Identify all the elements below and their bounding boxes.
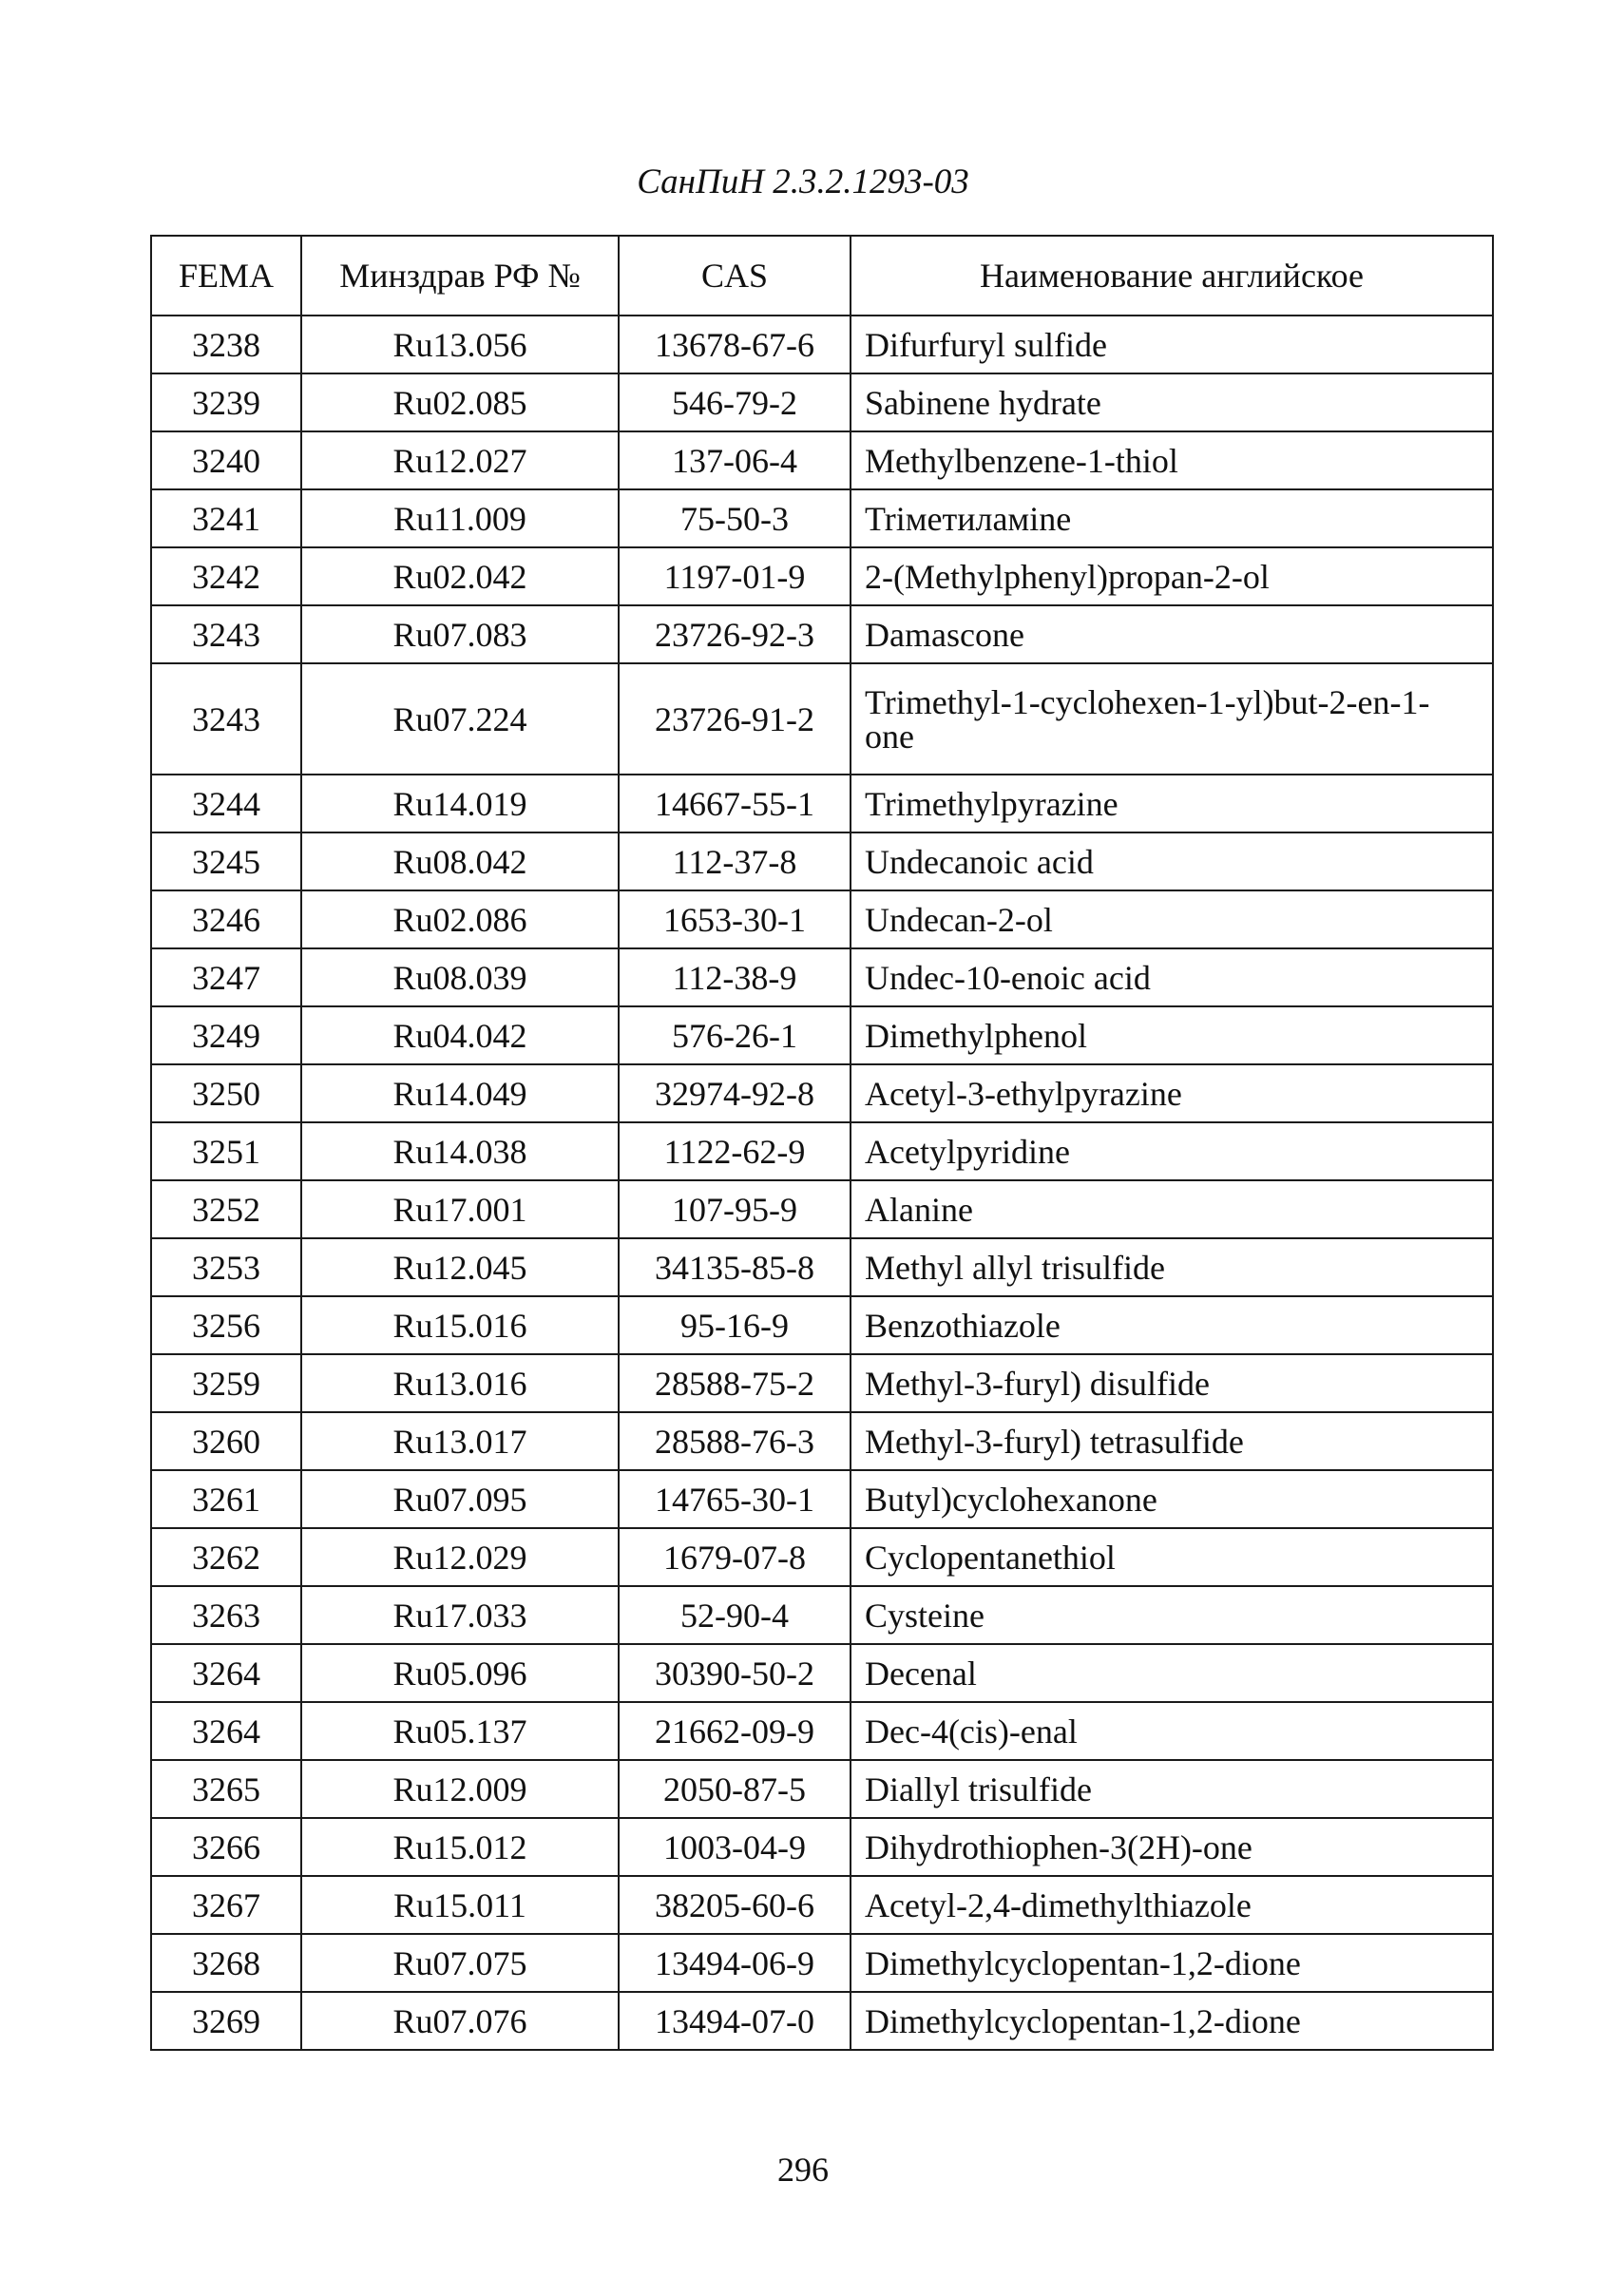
cell-minzdrav: Ru05.137 bbox=[301, 1702, 619, 1760]
table-row bbox=[151, 1934, 1493, 1992]
cell-name-english: Sabinene hydrate bbox=[851, 373, 1493, 431]
table-row bbox=[151, 1296, 1493, 1354]
cell-name-english: Acetylpyridine bbox=[851, 1122, 1493, 1180]
cell-cas: 1197-01-9 bbox=[619, 547, 851, 605]
cell-cas: 112-38-9 bbox=[619, 948, 851, 1006]
table-row bbox=[151, 547, 1493, 605]
cell-fema: 3243 bbox=[151, 663, 301, 775]
table-row bbox=[151, 663, 1493, 775]
cell-fema: 3238 bbox=[151, 316, 301, 373]
table-row bbox=[151, 1238, 1493, 1296]
cell-minzdrav: Ru14.038 bbox=[301, 1122, 619, 1180]
table-header-row bbox=[151, 236, 1493, 316]
cell-minzdrav: Ru12.045 bbox=[301, 1238, 619, 1296]
cell-minzdrav: Ru13.056 bbox=[301, 316, 619, 373]
cell-minzdrav: Ru14.019 bbox=[301, 775, 619, 832]
cell-cas: 14667-55-1 bbox=[619, 775, 851, 832]
cell-name-english: Decenal bbox=[851, 1644, 1493, 1702]
cell-fema: 3241 bbox=[151, 489, 301, 547]
cell-minzdrav: Ru12.009 bbox=[301, 1760, 619, 1818]
cell-name-english: Methyl-3-furyl) tetrasulfide bbox=[851, 1412, 1493, 1470]
cell-minzdrav: Ru02.085 bbox=[301, 373, 619, 431]
cell-name-english: Trіметиламіne bbox=[851, 489, 1493, 547]
cell-name-english: Undecan-2-ol bbox=[851, 890, 1493, 948]
cell-cas: 1122-62-9 bbox=[619, 1122, 851, 1180]
cell-fema: 3245 bbox=[151, 832, 301, 890]
cell-minzdrav: Ru07.083 bbox=[301, 605, 619, 663]
cell-minzdrav: Ru12.029 bbox=[301, 1528, 619, 1586]
page-number: 296 bbox=[777, 2151, 829, 2189]
cell-cas: 112-37-8 bbox=[619, 832, 851, 890]
cell-name-english: Dimethylphenol bbox=[851, 1006, 1493, 1064]
cell-fema: 3268 bbox=[151, 1934, 301, 1992]
cell-fema: 3252 bbox=[151, 1180, 301, 1238]
cell-fema: 3259 bbox=[151, 1354, 301, 1412]
cell-minzdrav: Ru02.042 bbox=[301, 547, 619, 605]
cell-name-english: Trimethylpyrazine bbox=[851, 775, 1493, 832]
cell-fema: 3246 bbox=[151, 890, 301, 948]
cell-minzdrav: Ru08.039 bbox=[301, 948, 619, 1006]
cell-name-english: 2-(Methylphenyl)propan-2-ol bbox=[851, 547, 1493, 605]
cell-fema: 3242 bbox=[151, 547, 301, 605]
cell-cas: 32974-92-8 bbox=[619, 1064, 851, 1122]
cell-minzdrav: Ru17.033 bbox=[301, 1586, 619, 1644]
cell-cas: 21662-09-9 bbox=[619, 1702, 851, 1760]
table-row bbox=[151, 1470, 1493, 1528]
cell-name-english: Methylbenzene-1-thiol bbox=[851, 431, 1493, 489]
cell-minzdrav: Ru07.224 bbox=[301, 663, 619, 775]
cell-cas: 34135-85-8 bbox=[619, 1238, 851, 1296]
document-header: СанПиН 2.3.2.1293-03 bbox=[637, 163, 969, 201]
cell-fema: 3253 bbox=[151, 1238, 301, 1296]
cell-minzdrav: Ru08.042 bbox=[301, 832, 619, 890]
table-row bbox=[151, 1412, 1493, 1470]
cell-fema: 3250 bbox=[151, 1064, 301, 1122]
cell-cas: 1003-04-9 bbox=[619, 1818, 851, 1876]
cell-name-english: Butyl)cyclohexanone bbox=[851, 1470, 1493, 1528]
cell-cas: 38205-60-6 bbox=[619, 1876, 851, 1934]
cell-fema: 3243 bbox=[151, 605, 301, 663]
cell-fema: 3249 bbox=[151, 1006, 301, 1064]
cell-fema: 3269 bbox=[151, 1992, 301, 2050]
column-header-fema: FEMA bbox=[151, 236, 301, 316]
cell-minzdrav: Ru13.016 bbox=[301, 1354, 619, 1412]
cell-cas: 13494-06-9 bbox=[619, 1934, 851, 1992]
cell-cas: 52-90-4 bbox=[619, 1586, 851, 1644]
cell-fema: 3263 bbox=[151, 1586, 301, 1644]
table-row bbox=[151, 832, 1493, 890]
cell-name-english: Diallyl trisulfide bbox=[851, 1760, 1493, 1818]
cell-minzdrav: Ru05.096 bbox=[301, 1644, 619, 1702]
cell-cas: 546-79-2 bbox=[619, 373, 851, 431]
cell-fema: 3240 bbox=[151, 431, 301, 489]
table-row bbox=[151, 1702, 1493, 1760]
table-row bbox=[151, 316, 1493, 373]
cell-minzdrav: Ru07.095 bbox=[301, 1470, 619, 1528]
cell-name-english: Methyl allyl trisulfide bbox=[851, 1238, 1493, 1296]
column-header-minzdrav: Минздрав РФ № bbox=[301, 236, 619, 316]
cell-cas: 13678-67-6 bbox=[619, 316, 851, 373]
cell-minzdrav: Ru15.012 bbox=[301, 1818, 619, 1876]
cell-name-english: Undecanoic acid bbox=[851, 832, 1493, 890]
table-body bbox=[151, 316, 1493, 2050]
cell-cas: 576-26-1 bbox=[619, 1006, 851, 1064]
cell-fema: 3251 bbox=[151, 1122, 301, 1180]
cell-cas: 95-16-9 bbox=[619, 1296, 851, 1354]
cell-name-english: Benzothiazole bbox=[851, 1296, 1493, 1354]
cell-cas: 137-06-4 bbox=[619, 431, 851, 489]
cell-fema: 3239 bbox=[151, 373, 301, 431]
table-row bbox=[151, 1006, 1493, 1064]
cell-minzdrav: Ru14.049 bbox=[301, 1064, 619, 1122]
cell-name-english: Dimethylcyclopentan-1,2-dione bbox=[851, 1934, 1493, 1992]
table-row bbox=[151, 1528, 1493, 1586]
cell-minzdrav: Ru02.086 bbox=[301, 890, 619, 948]
cell-cas: 28588-75-2 bbox=[619, 1354, 851, 1412]
cell-fema: 3261 bbox=[151, 1470, 301, 1528]
cell-minzdrav: Ru12.027 bbox=[301, 431, 619, 489]
cell-name-english: Undec-10-enoic acid bbox=[851, 948, 1493, 1006]
cell-cas: 1679-07-8 bbox=[619, 1528, 851, 1586]
table-row bbox=[151, 948, 1493, 1006]
table-row bbox=[151, 1064, 1493, 1122]
table-row bbox=[151, 489, 1493, 547]
cell-name-english: Methyl-3-furyl) disulfide bbox=[851, 1354, 1493, 1412]
table-row bbox=[151, 431, 1493, 489]
cell-cas: 23726-91-2 bbox=[619, 663, 851, 775]
cell-cas: 30390-50-2 bbox=[619, 1644, 851, 1702]
cell-name-english: Acetyl-2,4-dimethylthiazole bbox=[851, 1876, 1493, 1934]
cell-name-english: Alanine bbox=[851, 1180, 1493, 1238]
cell-fema: 3247 bbox=[151, 948, 301, 1006]
cell-fema: 3265 bbox=[151, 1760, 301, 1818]
cell-fema: 3262 bbox=[151, 1528, 301, 1586]
substances-table bbox=[150, 235, 1494, 2051]
table-row bbox=[151, 1354, 1493, 1412]
table-row bbox=[151, 1122, 1493, 1180]
cell-name-english: Cyclopentanethiol bbox=[851, 1528, 1493, 1586]
table-row bbox=[151, 1876, 1493, 1934]
cell-cas: 28588-76-3 bbox=[619, 1412, 851, 1470]
cell-fema: 3244 bbox=[151, 775, 301, 832]
cell-minzdrav: Ru11.009 bbox=[301, 489, 619, 547]
cell-minzdrav: Ru15.011 bbox=[301, 1876, 619, 1934]
table-row bbox=[151, 1644, 1493, 1702]
cell-name-english: Dihydrothiophen-3(2H)-one bbox=[851, 1818, 1493, 1876]
table-row bbox=[151, 1818, 1493, 1876]
table-row bbox=[151, 1586, 1493, 1644]
column-header-name-english: Наименование английское bbox=[851, 236, 1493, 316]
column-header-cas: CAS bbox=[619, 236, 851, 316]
cell-fema: 3264 bbox=[151, 1644, 301, 1702]
cell-cas: 13494-07-0 bbox=[619, 1992, 851, 2050]
table-row bbox=[151, 1760, 1493, 1818]
table-row bbox=[151, 373, 1493, 431]
cell-minzdrav: Ru13.017 bbox=[301, 1412, 619, 1470]
cell-cas: 1653-30-1 bbox=[619, 890, 851, 948]
cell-name-english: Dimethylcyclopentan-1,2-dione bbox=[851, 1992, 1493, 2050]
cell-name-english: Cysteine bbox=[851, 1586, 1493, 1644]
cell-cas: 2050-87-5 bbox=[619, 1760, 851, 1818]
table-row bbox=[151, 1992, 1493, 2050]
cell-name-english: Acetyl-3-ethylpyrazine bbox=[851, 1064, 1493, 1122]
table-row bbox=[151, 890, 1493, 948]
cell-name-english: Trimethyl-1-cyclohexen-1-yl)but-2-en-1-one bbox=[851, 663, 1493, 775]
cell-cas: 23726-92-3 bbox=[619, 605, 851, 663]
table-row bbox=[151, 1180, 1493, 1238]
cell-minzdrav: Ru04.042 bbox=[301, 1006, 619, 1064]
cell-name-english: Dec-4(cis)-enal bbox=[851, 1702, 1493, 1760]
cell-minzdrav: Ru17.001 bbox=[301, 1180, 619, 1238]
cell-cas: 14765-30-1 bbox=[619, 1470, 851, 1528]
table-row bbox=[151, 605, 1493, 663]
cell-fema: 3260 bbox=[151, 1412, 301, 1470]
cell-name-english: Damascone bbox=[851, 605, 1493, 663]
cell-minzdrav: Ru07.076 bbox=[301, 1992, 619, 2050]
cell-cas: 107-95-9 bbox=[619, 1180, 851, 1238]
cell-cas: 75-50-3 bbox=[619, 489, 851, 547]
cell-fema: 3264 bbox=[151, 1702, 301, 1760]
cell-fema: 3266 bbox=[151, 1818, 301, 1876]
cell-minzdrav: Ru15.016 bbox=[301, 1296, 619, 1354]
cell-minzdrav: Ru07.075 bbox=[301, 1934, 619, 1992]
cell-fema: 3256 bbox=[151, 1296, 301, 1354]
table-row bbox=[151, 775, 1493, 832]
cell-name-english: Difurfuryl sulfide bbox=[851, 316, 1493, 373]
cell-fema: 3267 bbox=[151, 1876, 301, 1934]
